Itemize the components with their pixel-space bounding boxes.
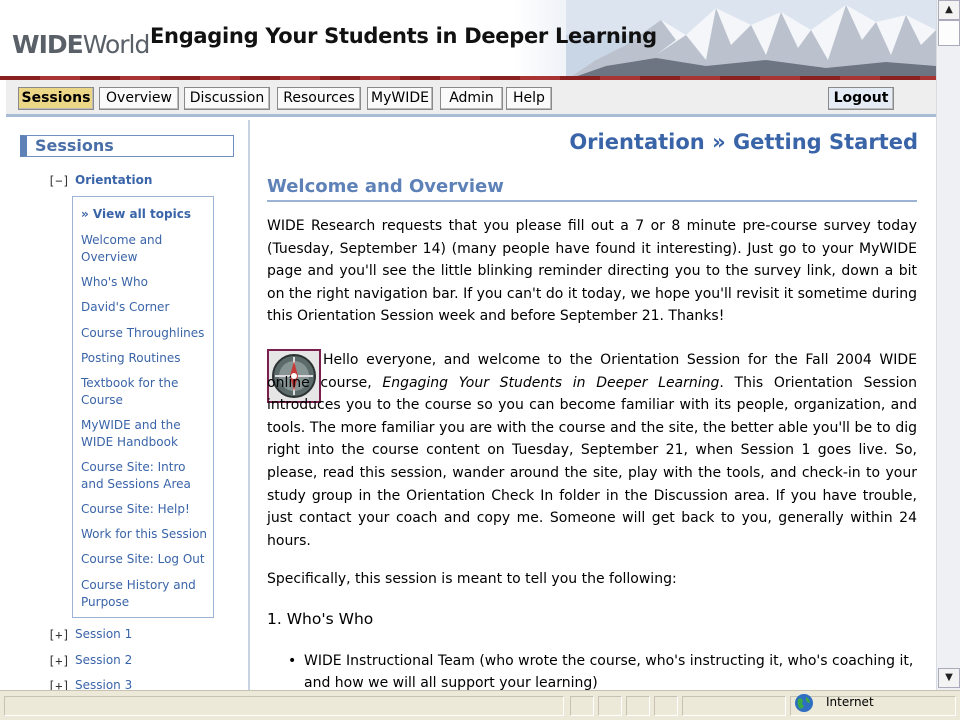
section-title: Welcome and Overview (267, 176, 504, 197)
topic-work-for-session[interactable]: Work for this Session (81, 527, 208, 541)
nav-overview-tab[interactable]: Overview (99, 87, 179, 110)
topic-textbook[interactable]: Textbook for the Course (81, 376, 179, 407)
scroll-up-arrow-icon[interactable]: ▲ (938, 0, 960, 20)
nav-sessions-tab[interactable]: Sessions (18, 87, 94, 110)
logo-bold-text: WIDE (12, 30, 83, 59)
topics-list (72, 196, 214, 618)
topic-davids-corner[interactable]: David's Corner (81, 300, 170, 314)
session2-expand-toggle[interactable]: [+] (48, 654, 70, 668)
tree-item-orientation[interactable]: Orientation (75, 173, 153, 187)
nav-help-tab[interactable]: Help (506, 87, 552, 110)
status-panel-2 (598, 696, 622, 716)
welcome-text-2: . This Orientation Session introduces you to the course so you can become familiar with its people, organization, and tools. The more familiar you are with the course and the site, the better able you'll be to dig right into the course content on Tuesday, September 21, when Session 1 goes live. So, please, read this session, wander around the site, play with the tools, and check-in to your study group in the Orientation Check In folder in the Discussion area. If you have trouble, just contact your coach and copy me. Someone will get back to you, generally within 24 hours. (267, 374, 917, 549)
title-divider (267, 200, 917, 202)
status-panel-5 (682, 696, 786, 716)
vertical-scrollbar[interactable] (936, 0, 960, 690)
main-nav-bar (6, 80, 936, 117)
nav-mywide-tab[interactable]: MyWIDE (367, 87, 433, 110)
topic-view-all[interactable]: » View all topics (81, 207, 191, 221)
topic-course-history[interactable]: Course History and Purpose (81, 578, 196, 609)
topic-whos-who[interactable]: Who's Who (81, 275, 148, 289)
bullet-icon: • (288, 653, 297, 669)
topic-course-throughlines[interactable]: Course Throughlines (81, 326, 205, 340)
main-content (252, 120, 936, 690)
orientation-collapse-toggle[interactable]: [−] (48, 174, 70, 188)
course-name-emphasis: Engaging Your Students in Deeper Learning (382, 374, 720, 391)
status-panel-1 (570, 696, 594, 716)
nav-resources-tab[interactable]: Resources (277, 87, 361, 110)
session1-expand-toggle[interactable]: [+] (48, 628, 70, 642)
topic-site-intro[interactable]: Course Site: Intro and Sessions Area (81, 460, 191, 491)
nav-discussion-tab[interactable]: Discussion (184, 87, 270, 110)
security-zone-label: Internet (826, 695, 874, 709)
tree-item-session-2[interactable]: Session 2 (75, 653, 133, 667)
topic-posting-routines[interactable]: Posting Routines (81, 351, 181, 365)
topic-welcome-overview[interactable]: Welcome and Overview (81, 233, 163, 264)
specifically-paragraph: Specifically, this session is meant to tell you the following: (267, 571, 677, 587)
heading-whos-who: 1. Who's Who (267, 610, 374, 628)
nav-admin-tab[interactable]: Admin (440, 87, 503, 110)
session3-expand-toggle[interactable]: [+] (48, 679, 70, 690)
list-item (288, 650, 918, 690)
sessions-sidebar (6, 120, 250, 690)
welcome-text-1: Hello everyone, and welcome to the Orientation Session for the Fall 2004 WIDE online course, (267, 352, 917, 391)
status-panel-main (4, 696, 564, 716)
status-panel-4 (654, 696, 678, 716)
course-title: Engaging Your Students in Deeper Learning (150, 24, 657, 48)
tree-item-session-3[interactable]: Session 3 (75, 678, 133, 690)
logout-button[interactable]: Logout (828, 87, 894, 110)
scroll-down-arrow-icon[interactable]: ▼ (938, 668, 960, 688)
logo-thin-text: World (82, 30, 150, 59)
tree-item-session-1[interactable]: Session 1 (75, 627, 133, 641)
topic-site-log-out[interactable]: Course Site: Log Out (81, 552, 205, 566)
topic-mywide-handbook[interactable]: MyWIDE and the WIDE Handbook (81, 418, 181, 449)
globe-icon (794, 693, 814, 713)
breadcrumb: Orientation » Getting Started (569, 130, 918, 154)
survey-paragraph: WIDE Research requests that you please fill out a 7 or 8 minute pre-course survey today (Tuesday, September 14) (many people have found it interesting). Just go to your MyWIDE page and you'll see the little blinking reminder directing you to the survey link, down a bit on the right navigation bar. If you can't do it today, we hope you'll revisit it sometime during this Orientation Session week and before September 21. Thanks! (267, 218, 917, 325)
status-bar (0, 690, 960, 720)
site-header (0, 0, 936, 80)
wide-world-logo[interactable] (12, 30, 149, 59)
topic-site-help[interactable]: Course Site: Help! (81, 502, 190, 516)
sidebar-title: Sessions (20, 135, 234, 157)
list-item-text: WIDE Instructional Team (who wrote the course, who's instructing it, who's coaching it, and how we will all support your learning) (304, 653, 914, 690)
status-panel-3 (626, 696, 650, 716)
scrollbar-thumb[interactable] (938, 20, 960, 46)
welcome-paragraph (267, 349, 917, 552)
